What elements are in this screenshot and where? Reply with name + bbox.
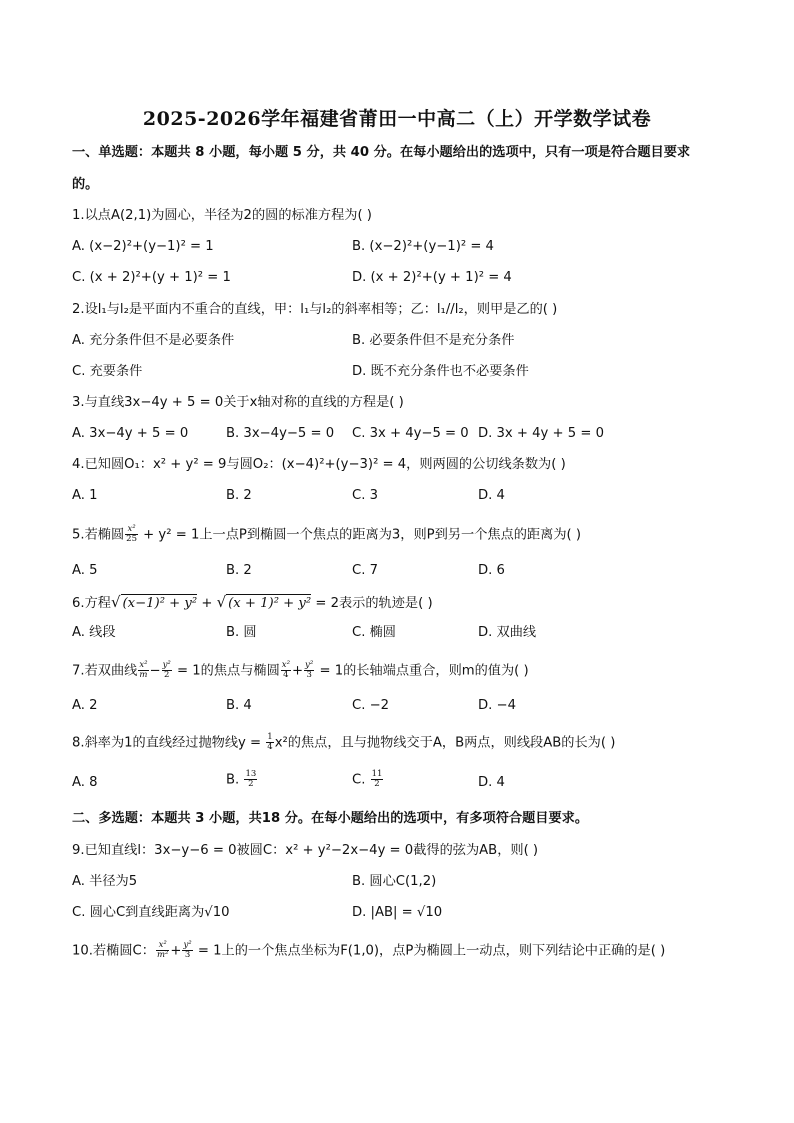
question-5-stem — [72, 525, 581, 545]
question-7-stem-post: = 1的长轴端点重合，则m的值为( ) — [315, 663, 529, 679]
question-8-option-b — [226, 770, 258, 790]
question-9-option-c: C. 圆心C到直线距离为√10 — [72, 905, 230, 920]
question-5-option-d: D. 6 — [478, 563, 505, 578]
question-9-option-a: A. 半径为5 — [72, 874, 138, 889]
exam-title: 2025-2026学年福建省莆田一中高二（上）开学数学试卷 — [142, 108, 652, 130]
question-4-option-a: A. 1 — [72, 488, 98, 503]
question-6-stem: 6.方程√ (x−1)² + y² + √ (x + 1)² + y² = 2表示的轨迹是( ) — [72, 593, 433, 611]
question-10-stem: 10.若椭圆C： $\frac{\text{x²}}{\text{m²}}$ + $\frac{\text{y²}}{3}$ = 1上的一个焦点坐标为F(1,0)，点P为椭圆上一动点，则下列结论中正确的是( ) — [72, 940, 666, 960]
fraction-11-over-2 — [371, 770, 384, 789]
question-2-option-d: D. 既不充分条件也不必要条件 — [352, 364, 529, 379]
question-1-option-a: A. (x−2)²+(y−1)² = 1 — [72, 239, 214, 254]
question-9-option-d: D. |AB| = √10 — [352, 905, 443, 920]
question-2-option-a: A. 充分条件但不是必要条件 — [72, 333, 235, 348]
sqrt-term-2: (x + 1)² + y² — [228, 596, 312, 611]
fraction-y2-over-3-q10: $\frac{\text{y²}}{3}$ — [183, 940, 192, 960]
fraction-x2-over-m2: $\frac{\text{x²}}{\text{m²}}$ — [156, 940, 169, 960]
question-6-option-b: B. 圆 — [226, 625, 257, 640]
question-6-stem-pre: 6.方程 — [72, 596, 111, 611]
question-8-option-b-label: B. — [226, 772, 244, 788]
question-3-stem: 3.与直线3x−4y + 5 = 0关于x轴对称的直线的方程是( ) — [72, 395, 404, 410]
question-5-stem-post: + y² = 1上一点P到椭圆一个焦点的距离为3，则P到另一个焦点的距离为( ) — [138, 527, 581, 543]
question-1-stem: 1.以点A(2,1)为圆心，半径为2的圆的标准方程为( ) — [72, 208, 372, 223]
section-1-heading: 一、单选题：本题共 8 小题，每小题 5 分，共 40 分。在每小题给出的选项中，只有一项是符合题目要求 — [72, 145, 691, 160]
section-2-heading: 二、多选题：本题共 3 小题，共18 分。在每小题给出的选项中，有多项符合题目要求。 — [72, 811, 589, 826]
question-1-option-d: D. (x + 2)²+(y + 1)² = 4 — [352, 270, 512, 285]
question-7-stem: 7.若双曲线 $\frac{\text{x²}}{m}$ − $\frac{\text{y²}}{2}$ = 1的焦点与椭圆 $\frac{\text{x²}}{4}$ + $\frac{\text{y²}}{3}$ = 1的长轴端点重合，则m的值为( ) — [72, 660, 529, 680]
question-5-option-b: B. 2 — [226, 563, 252, 578]
question-4-stem: 4.已知圆O₁：x² + y² = 9与圆O₂：(x−4)²+(y−3)² = 4，则两圆的公切线条数为( ) — [72, 457, 566, 472]
question-8-option-c-label: C. — [352, 772, 370, 788]
question-8-option-c — [352, 770, 384, 790]
question-5-stem-pre: 5.若椭圆 — [72, 527, 125, 543]
question-4-option-c: C. 3 — [352, 488, 378, 503]
question-9-stem: 9.已知直线l：3x−y−6 = 0被圆C：x² + y²−2x−4y = 0截得的弦为AB，则( ) — [72, 843, 539, 858]
question-9-option-b: B. 圆心C(1,2) — [352, 874, 437, 889]
fraction-x2-over-m: $\frac{\text{x²}}{m}$ — [139, 660, 148, 680]
fraction-13-denominator: 2 — [248, 779, 254, 789]
question-3-option-d: D. 3x + 4y + 5 = 0 — [478, 426, 605, 441]
question-1-option-c: C. (x + 2)²+(y + 1)² = 1 — [72, 270, 231, 285]
fraction-13-over-2 — [244, 770, 257, 789]
fraction-x2-over-25: $\frac{\text{x²}}{25}$ — [126, 524, 137, 544]
section-1-heading-cont: 的。 — [72, 177, 99, 192]
question-8-stem-post: x²的焦点，且与抛物线交于A，B两点，则线段AB的长为( ) — [274, 735, 616, 751]
sqrt-term-1: (x−1)² + y² — [122, 596, 198, 611]
fraction-x2-over-4: $\frac{\text{x²}}{4}$ — [281, 660, 290, 680]
question-7-option-c: C. −2 — [352, 698, 390, 713]
question-7-stem-mid: = 1的焦点与椭圆 — [172, 663, 280, 679]
question-10-stem-post: = 1上的一个焦点坐标为F(1,0)，点P为椭圆上一动点，则下列结论中正确的是( ) — [193, 943, 666, 959]
question-7-option-a: A. 2 — [72, 698, 98, 713]
question-1-option-b: B. (x−2)²+(y−1)² = 4 — [352, 239, 494, 254]
question-6-option-a: A. 线段 — [72, 625, 116, 640]
question-4-option-b: B. 2 — [226, 488, 252, 503]
question-3-option-a: A. 3x−4y + 5 = 0 — [72, 426, 189, 441]
question-5-option-c: C. 7 — [352, 563, 378, 578]
question-7-stem-pre: 7.若双曲线 — [72, 663, 138, 679]
fraction-1-over-4: $\frac{1}{4}$ — [267, 732, 273, 752]
question-5-option-a: A. 5 — [72, 563, 98, 578]
question-2-stem: 2.设l₁与l₂是平面内不重合的直线，甲：l₁与l₂的斜率相等；乙：l₁//l₂，则甲是乙的( ) — [72, 302, 558, 317]
question-8-option-a: A. 8 — [72, 775, 98, 790]
question-10-stem-pre: 10.若椭圆C： — [72, 943, 155, 959]
fraction-11-denominator: 2 — [374, 779, 380, 789]
fraction-11-numerator: 11 — [371, 769, 383, 779]
question-3-option-b: B. 3x−4y−5 = 0 — [226, 426, 335, 441]
question-2-option-c: C. 充要条件 — [72, 364, 143, 379]
question-4-option-d: D. 4 — [478, 488, 505, 503]
question-7-option-b: B. 4 — [226, 698, 252, 713]
question-8-option-d: D. 4 — [478, 775, 505, 790]
question-3-option-c: C. 3x + 4y−5 = 0 — [352, 426, 469, 441]
fraction-y2-over-2: $\frac{\text{y²}}{2}$ — [162, 660, 171, 680]
question-6-option-d: D. 双曲线 — [478, 625, 537, 640]
question-7-option-d: D. −4 — [478, 698, 516, 713]
question-2-option-b: B. 必要条件但不是充分条件 — [352, 333, 515, 348]
question-6-option-c: C. 椭圆 — [352, 625, 396, 640]
fraction-y2-over-3: $\frac{\text{y²}}{3}$ — [305, 660, 314, 680]
question-6-stem-post: = 2表示的轨迹是( ) — [311, 596, 433, 611]
fraction-13-numerator: 13 — [245, 769, 257, 779]
question-8-stem — [72, 733, 615, 753]
question-8-stem-pre: 8.斜率为1的直线经过抛物线y = — [72, 735, 266, 751]
